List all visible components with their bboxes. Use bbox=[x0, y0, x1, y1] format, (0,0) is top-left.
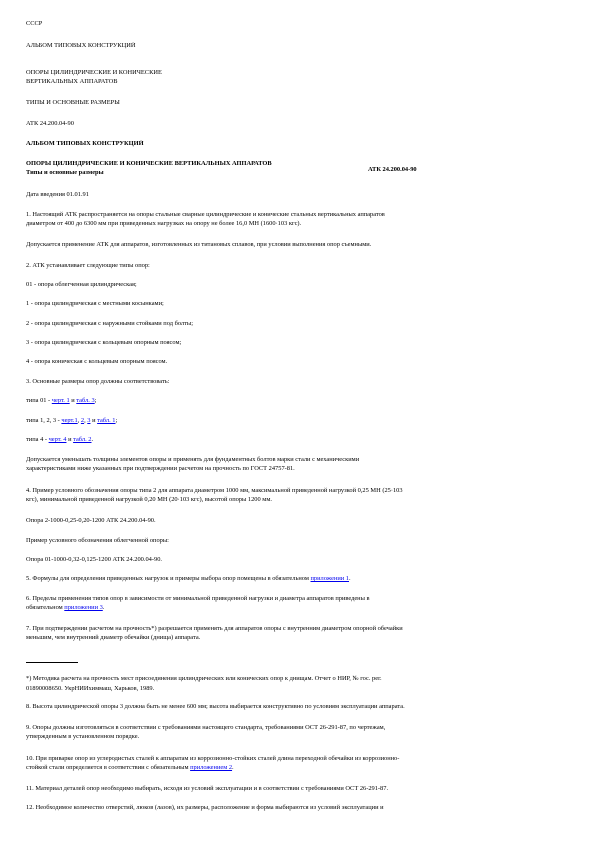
footnote-divider bbox=[26, 662, 78, 663]
paragraph-15-line-1: 10. При приварке опор из углеродистых сталей к аппаратам из коррозионно-стойких сталей длина переходной обечайки из коррозионно- bbox=[26, 755, 400, 762]
paragraph-6-line-2: кгс), минимальной приведенной нагрузкой 0,20 МН (20·103 кгс), высотой опоры 1200 мм. bbox=[26, 496, 272, 503]
text-span: , bbox=[84, 417, 88, 424]
footnote-line-2: 01890008650. УкрНИИхиммаш, Харьков, 1989. bbox=[26, 685, 155, 692]
text-span: стойкой стали определяется в соответствии с обязательным bbox=[26, 764, 191, 771]
document-code: АТК 24.200.04-90 bbox=[26, 120, 74, 127]
link-drawing-3[interactable]: 3 bbox=[87, 417, 91, 424]
link-appendix-3[interactable]: приложении 3 bbox=[64, 604, 103, 611]
text-span: и bbox=[66, 436, 74, 443]
text-span: 5. Формулы для определения приведенных нагрузок и примеры выбора опор помещены в обязательном bbox=[26, 575, 311, 582]
paragraph-1-line-2: диаметром от 400 до 6300 мм при приведенных нагрузках на опору не более 16,0 МН (1600·103 кгс). bbox=[26, 220, 302, 227]
text-span: . bbox=[102, 604, 105, 611]
paragraph-13: 8. Высота цилиндрической опоры 3 должна быть не менее 600 мм; высота выбирается конструктивно по условиям эксплуатации аппарата. bbox=[26, 703, 405, 710]
doc-head-album: АЛЬБОМ ТИПОВЫХ КОНСТРУКЦИЙ bbox=[26, 140, 144, 147]
link-drawing-2[interactable]: 2 bbox=[80, 417, 85, 424]
paragraph-14-line-1: 9. Опоры должны изготовляться в соответствии с требованиями настоящего стандарта, требованиями ОСТ 26-291-87, по чертежам, bbox=[26, 724, 386, 731]
link-drawing-1[interactable]: черт.1 bbox=[61, 417, 78, 424]
text-span: типа 4 - bbox=[26, 436, 49, 443]
text-span: ; bbox=[94, 397, 97, 404]
paragraph-14-line-2: утвержденным в установленном порядке. bbox=[26, 733, 140, 740]
link-table-3[interactable]: табл. 3 bbox=[76, 397, 95, 404]
paragraph-4: 3. Основные размеры опор должны соответствовать: bbox=[26, 378, 170, 385]
text-span: и bbox=[90, 417, 98, 424]
dimensions-type-1-2-3 bbox=[26, 417, 571, 425]
link-appendix-2[interactable]: приложением 2 bbox=[190, 764, 233, 771]
country-label: СССР bbox=[26, 20, 43, 27]
support-type-2: 2 - опора цилиндрическая с наружными стойками под болты; bbox=[26, 320, 193, 327]
paragraph-12-line-2: меньшим, чем внутренний диаметр обечайки (днища) аппарата. bbox=[26, 634, 201, 641]
text-span: ; bbox=[115, 417, 118, 424]
link-drawing-4[interactable]: черт. 4 bbox=[48, 436, 67, 443]
doc-head-title: ОПОРЫ ЦИЛИНДРИЧЕСКИЕ И КОНИЧЕСКИЕ ВЕРТИКАЛЬНЫХ АППАРАТОВ bbox=[26, 160, 272, 167]
paragraph-5-line-1: Допускается уменьшать толщины элементов опоры и применять для фундаментных болтов марки стали с механическими bbox=[26, 456, 360, 463]
link-table-1[interactable]: табл. 1 bbox=[97, 417, 116, 424]
link-drawing-1[interactable]: черт. 1 bbox=[51, 397, 70, 404]
designation-example-1: Опора 2-1000-0,25-0,20-1200 АТК 24.200.04-90. bbox=[26, 517, 156, 524]
link-table-2[interactable]: табл. 2 bbox=[73, 436, 92, 443]
text-span: . bbox=[232, 764, 234, 771]
designation-example-2: Опора 01-1000-0,32-0,125-1200 АТК 24.200.04-90. bbox=[26, 556, 162, 563]
support-type-3: 3 - опора цилиндрическая с кольцевым опорным поясом; bbox=[26, 339, 182, 346]
paragraph-8: Пример условного обозначения облегченной опоры: bbox=[26, 537, 169, 544]
paragraph-10 bbox=[26, 575, 571, 583]
paragraph-1-line-1: 1. Настоящий АТК распространяется на опоры стальные сварные цилиндрические и конические стальных вертикальных аппаратов bbox=[26, 211, 385, 218]
footnote-line-1: *) Методика расчета на прочность мест присоединения цилиндрических или конических опор к днищам. Отчет о НИР, № гос. рег. bbox=[26, 675, 382, 682]
support-type-4: 4 - опора коническая с кольцевым опорным поясом. bbox=[26, 358, 168, 365]
dimensions-type-01 bbox=[26, 397, 571, 405]
document-title-line-1: ОПОРЫ ЦИЛИНДРИЧЕСКИЕ И КОНИЧЕСКИЕ bbox=[26, 69, 162, 76]
link-appendix-1[interactable]: приложении 1 bbox=[310, 575, 349, 582]
document-title-line-2: ВЕРТИКАЛЬНЫХ АППАРАТОВ bbox=[26, 78, 118, 85]
text-span: , bbox=[77, 417, 81, 424]
paragraph-17: 12. Необходимое количество отверстий, люков (лазов), их размеры, расположение и форма выбираются из условий эксплуатации и bbox=[26, 804, 384, 811]
support-type-01: 01 - опора облегченная цилиндрическая; bbox=[26, 281, 137, 288]
effective-date: Дата введения 01.01.91 bbox=[26, 191, 89, 198]
text-span: обязательном bbox=[26, 604, 65, 611]
text-span: и bbox=[69, 397, 77, 404]
paragraph-6-line-1: 4. Пример условного обозначения опоры типа 2 для аппарата диаметром 1000 мм, максимальной приведенной нагрузкой 0,25 МН (25·103 bbox=[26, 487, 403, 494]
paragraph-5-line-2: характеристиками ниже указанных при подтверждении расчетом на прочность по ГОСТ 24757-81. bbox=[26, 465, 295, 472]
paragraph-3: 2. АТК устанавливает следующие типы опор: bbox=[26, 262, 150, 269]
doc-head-subtitle: Типы и основные размеры bbox=[26, 169, 104, 176]
paragraph-15-line-2 bbox=[26, 764, 571, 772]
paragraph-2: Допускается применение АТК для аппаратов, изготовленных из титановых сплавов, при условии выполнения опор съемными. bbox=[26, 241, 372, 248]
doc-head-code: АТК 24.200.04-90 bbox=[368, 166, 417, 173]
album-title: АЛЬБОМ ТИПОВЫХ КОНСТРУКЦИЙ bbox=[26, 42, 136, 49]
text-span: типа 1, 2, 3 - bbox=[26, 417, 62, 424]
paragraph-16: 11. Материал деталей опор необходимо выбирать, исходя из условий эксплуатации и в соответствии с требованиями ОСТ 26-291-87. bbox=[26, 785, 389, 792]
document-subtitle: ТИПЫ И ОСНОВНЫЕ РАЗМЕРЫ bbox=[26, 99, 120, 106]
paragraph-11-line-2 bbox=[26, 604, 571, 612]
text-span: типа 01 - bbox=[26, 397, 52, 404]
paragraph-12-line-1: 7. При подтверждении расчетом на прочность*) разрешается применять для аппаратов опоры с внутренним диаметром опорной обечайки bbox=[26, 625, 403, 632]
text-span: . bbox=[91, 436, 94, 443]
text-span: . bbox=[349, 575, 351, 582]
paragraph-11-line-1: 6. Пределы применения типов опор в зависимости от минимальной приведенной нагрузки и диаметра аппаратов приведены в bbox=[26, 595, 370, 602]
support-type-1: 1 - опора цилиндрическая с местными косынками; bbox=[26, 300, 164, 307]
dimensions-type-4 bbox=[26, 436, 571, 444]
